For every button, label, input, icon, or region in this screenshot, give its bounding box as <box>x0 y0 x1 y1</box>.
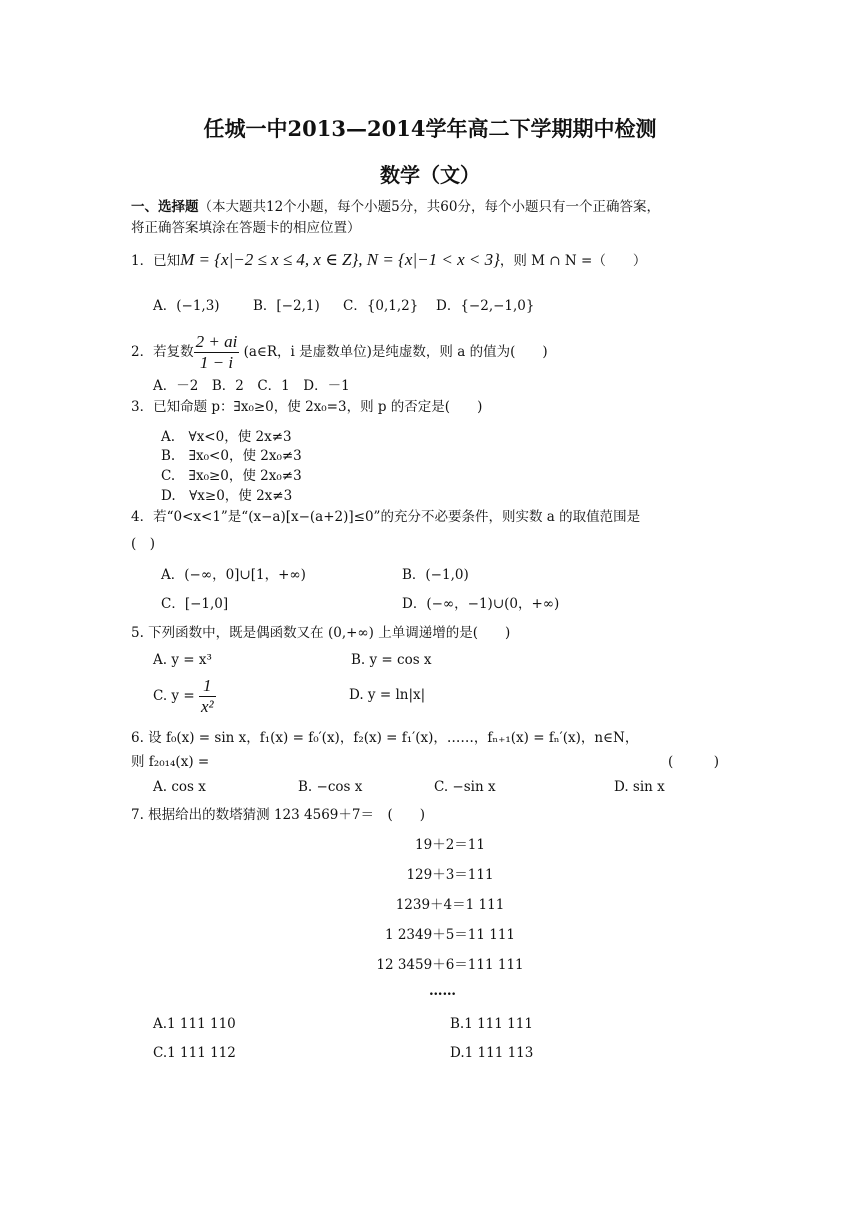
q1-prefix: 1．已知 <box>131 253 181 269</box>
question-7-stem: 7. 根据给出的数塔猜测 123 4569＋7＝ ( ) <box>131 807 426 823</box>
q4-option-a: A．(−∞，0]∪[1，+∞) <box>161 567 306 583</box>
q2-options: A．－2 B．2 C．1 D．－1 <box>153 378 350 394</box>
q1-option-b: B．[−2,1) <box>253 298 320 314</box>
q2-prefix: 2．若复数 <box>131 344 194 360</box>
q1-option-c: C．{0,1,2} <box>343 298 419 314</box>
section-header <box>131 198 660 216</box>
q7-option-c: C.1 111 112 <box>153 1045 236 1061</box>
q5-c-numerator: 1 <box>199 676 216 697</box>
q3-option-c: C. ∃x₀≥0，使 2x₀≠3 <box>161 468 302 484</box>
tower-ellipsis: …… <box>429 983 456 999</box>
q6-option-a: A. cos x <box>153 779 206 795</box>
q3-option-d: D. ∀x≥0，使 2x≠3 <box>161 488 293 504</box>
page-title: 任城一中2013—2014学年高二下学期期中检测 <box>203 116 657 141</box>
q2-numerator: 2 + ai <box>195 332 238 351</box>
q4-option-b: B．(−1,0) <box>402 567 469 583</box>
page-subtitle: 数学（文） <box>380 163 480 187</box>
q2-fraction <box>194 332 240 373</box>
q5-option-d: D. y = ln|x| <box>349 687 426 703</box>
tower-line-3: 1239＋4＝1 111 <box>395 897 505 913</box>
q3-option-a: A. ∀x<0，使 2x≠3 <box>161 429 292 445</box>
question-6-stem: 6. 设 f₀(x) = sin x，f₁(x) = f₀′(x)，f₂(x) = f₁′(x)，……，fₙ₊₁(x) = fₙ′(x)，n∈N， <box>131 730 639 746</box>
q1-suffix: ，则 M ∩ N =（ ） <box>499 253 647 269</box>
q4-option-d: D．(−∞，−1)∪(0，+∞) <box>402 596 560 612</box>
q5-c-fraction <box>199 676 216 717</box>
tower-line-4: 1 2349＋5＝11 111 <box>384 927 516 943</box>
tower-line-1: 19＋2＝11 <box>415 837 485 853</box>
section-desc-1: （本大题共12个小题，每个小题5分，共60分，每个小题只有一个正确答案， <box>198 199 660 215</box>
q1-option-a: A．(−1,3) <box>153 298 220 314</box>
q7-option-d: D.1 111 113 <box>450 1045 534 1061</box>
q2-denominator: 1 − i <box>199 353 234 372</box>
q6-option-b: B. −cos x <box>298 779 363 795</box>
q1-option-d: D．{−2,−1,0} <box>436 298 535 314</box>
q6-option-d: D. sin x <box>614 779 665 795</box>
tower-line-2: 129＋3＝111 <box>406 867 494 883</box>
question-4-paren: ( ) <box>131 536 156 552</box>
question-6-paren: ( ) <box>668 754 720 770</box>
q7-option-b: B.1 111 111 <box>450 1016 533 1032</box>
q4-option-c: C．[−1,0] <box>161 596 229 612</box>
question-3-stem: 3．已知命题 p：∃x₀≥0，使 2x₀=3，则 p 的否定是( ) <box>131 399 483 415</box>
section-desc-2: 将正确答案填涂在答题卡的相应位置） <box>131 220 361 236</box>
question-1-stem <box>131 251 646 270</box>
q6-option-c: C. −sin x <box>434 779 496 795</box>
q5-option-c <box>153 675 216 717</box>
question-5-stem: 5. 下列函数中，既是偶函数又在 (0,+∞) 上单调递增的是( ) <box>131 625 511 641</box>
q3-option-b: B. ∃x₀<0，使 2x₀≠3 <box>161 448 302 464</box>
q5-option-b: B. y = cos x <box>351 652 432 668</box>
q2-suffix: (a∈R，i 是虚数单位)是纯虚数，则 a 的值为( ) <box>239 344 548 360</box>
q5-c-denominator: x² <box>200 697 214 716</box>
q7-option-a: A.1 111 110 <box>153 1016 236 1032</box>
question-4-stem: 4．若“0<x<1”是“(x−a)[x−(a+2)]≤0”的充分不必要条件，则实数 a 的取值范围是 <box>131 509 641 525</box>
q1-expression: M = {x|−2 ≤ x ≤ 4, x ∈ Z}, N = {x|−1 < x < 3} <box>180 250 500 269</box>
tower-line-5: 12 3459＋6＝111 111 <box>376 957 524 973</box>
q5-c-label: C. y = <box>153 688 195 704</box>
question-2-stem <box>131 331 548 373</box>
question-6-stem-2: 则 f₂₀₁₄(x) = <box>131 754 210 770</box>
section-title: 一、选择题 <box>131 199 199 215</box>
q5-option-a: A. y = x³ <box>153 652 212 668</box>
